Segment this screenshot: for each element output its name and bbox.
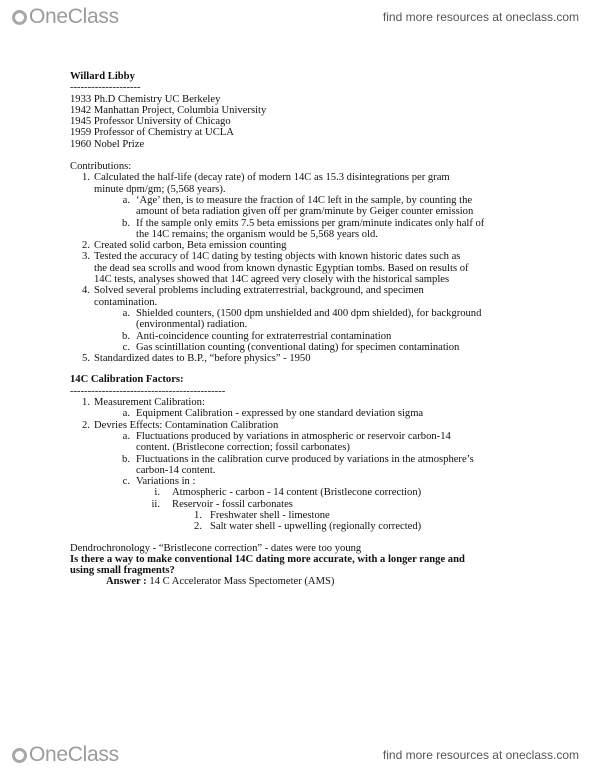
list-text: the dead sea scrolls and wood from known dynastic Egyptian tombs. Based on results of [94, 262, 469, 274]
brand-name: OneClass [29, 5, 119, 28]
list-text: If the sample only emits 7.5 beta emissions per gram/minute indicates only half of [136, 217, 485, 229]
list-text: Solved several problems including extraterrestrial, background, and specimen [94, 285, 424, 297]
list-text: Shielded counters, (1500 dpm unshielded and 400 dpm shielded), for background [136, 307, 482, 319]
bio-line: 1942 Manhattan Project, Columbia University [70, 104, 267, 116]
list-text: Measurement Calibration: [94, 397, 205, 409]
bio-line: 1959 Professor of Chemistry at UCLA [70, 127, 234, 139]
title-rule: -------------------- [70, 82, 141, 94]
oneclass-logo[interactable] [12, 5, 119, 29]
list-number: 1. [194, 509, 202, 521]
list-text: Salt water shell - upwelling (regionally corrected) [210, 521, 422, 533]
list-number: 4. [82, 285, 90, 297]
list-roman: ii. [151, 498, 160, 510]
header-bar [0, 0, 595, 34]
list-text: Variations in : [136, 476, 196, 488]
answer-text: 14 C Accelerator Mass Spectometer (AMS) [146, 576, 335, 588]
list-text: ‘Age’ then, is to measure the fraction of 14C left in the sample, by counting the [136, 194, 473, 206]
list-number: 2. [194, 521, 202, 533]
list-text: Fluctuations in the calibration curve produced by variations in the atmosphere’s [136, 453, 474, 465]
list-item [70, 342, 545, 353]
list-text: Tested the accuracy of 14C dating by testing objects with known historic dates such as [94, 251, 461, 263]
list-letter: a. [122, 307, 130, 319]
list-text: Atmospheric - carbon - 14 content (Bristlecone correction) [172, 487, 422, 499]
list-item [70, 420, 545, 431]
list-text: content. (Bristlecone correction; fossil carbonates) [136, 442, 350, 454]
list-number: 2. [82, 419, 90, 431]
header-tagline[interactable]: find more resources at oneclass.com [382, 10, 579, 24]
list-item [70, 510, 545, 521]
list-number: 5. [82, 353, 90, 365]
list-text: Fluctuations produced by variations in atmospheric or reservoir carbon-14 [136, 430, 451, 442]
list-text: Devries Effects: Contamination Calibration [94, 419, 279, 431]
list-roman: i. [154, 487, 160, 499]
document-body [70, 71, 545, 588]
oneclass-logo[interactable] [12, 743, 119, 767]
section-rule: -------------------------------------------- [70, 385, 226, 397]
list-item [70, 408, 545, 419]
list-item [70, 285, 545, 308]
list-item [70, 172, 545, 195]
list-item [70, 499, 545, 510]
list-text: Equipment Calibration - expressed by one standard deviation sigma [136, 408, 424, 420]
list-letter: b. [122, 330, 130, 342]
list-text: Anti-coincidence counting for extraterrestrial contamination [136, 330, 392, 342]
list-item [70, 240, 545, 251]
list-item [70, 487, 545, 498]
list-text: Gas scintillation counting (conventional dating) for specimen contamination [136, 341, 460, 353]
list-item [70, 454, 545, 477]
list-text: Freshwater shell - limestone [210, 509, 330, 521]
list-text: amount of beta radiation given off per gram/minute by Geiger counter emission [136, 206, 474, 218]
contributions-label: Contributions: [70, 161, 132, 173]
list-letter: a. [122, 430, 130, 442]
list-item [70, 353, 545, 364]
question-line: Is there a way to make conventional 14C dating more accurate, with a longer range and [70, 553, 465, 565]
list-number: 3. [82, 251, 90, 263]
list-item [70, 195, 545, 218]
list-number: 1. [82, 397, 90, 409]
list-item [70, 331, 545, 342]
list-text: Calculated the half-life (decay rate) of modern 14C as 15.3 disintegrations per gram [94, 172, 450, 184]
list-item [70, 431, 545, 454]
section-title: 14C Calibration Factors: [70, 374, 184, 386]
bio-line: 1960 Nobel Prize [70, 138, 145, 150]
list-item [70, 218, 545, 241]
doc-title: Willard Libby [70, 71, 135, 82]
list-letter: c. [122, 476, 130, 488]
list-text: 14C tests, analyses showed that 14C agreed very closely with the historical samples [94, 274, 450, 286]
logo-ring-icon [12, 748, 27, 763]
list-text: (environmental) radiation. [136, 319, 248, 331]
list-text: contamination. [94, 296, 158, 308]
footer-bar [0, 740, 595, 770]
list-text: Created solid carbon, Beta emission counting [94, 240, 287, 252]
list-item [70, 308, 545, 331]
logo-ring-icon [12, 10, 27, 25]
list-item [70, 476, 545, 487]
list-text: the 14C remains; the organism would be 5,568 years old. [136, 228, 378, 240]
bio-line: 1945 Professor University of Chicago [70, 116, 231, 128]
list-letter: a. [122, 194, 130, 206]
list-text: carbon-14 content. [136, 464, 216, 476]
footer-tagline[interactable]: find more resources at oneclass.com [382, 748, 579, 762]
list-letter: c. [122, 341, 130, 353]
answer-line [70, 576, 545, 587]
list-item [70, 397, 545, 408]
list-text: Reservoir - fossil carbonates [172, 498, 293, 510]
dendro-line: Dendrochronology - “Bristlecone correction” - dates were too young [70, 542, 362, 554]
list-item [70, 521, 545, 532]
list-text: minute dpm/gm; (5,568 years). [94, 183, 226, 195]
question-line: using small fragments? [70, 565, 175, 577]
list-number: 2. [82, 240, 90, 252]
bio-line: 1933 Ph.D Chemistry UC Berkeley [70, 93, 221, 105]
list-item [70, 251, 545, 285]
answer-label: Answer : [106, 576, 147, 588]
list-letter: a. [122, 408, 130, 420]
list-text: Standardized dates to B.P., “before physics” - 1950 [94, 353, 311, 365]
list-number: 1. [82, 172, 90, 184]
list-letter: b. [122, 217, 130, 229]
brand-name: OneClass [29, 743, 119, 766]
list-letter: b. [122, 453, 130, 465]
